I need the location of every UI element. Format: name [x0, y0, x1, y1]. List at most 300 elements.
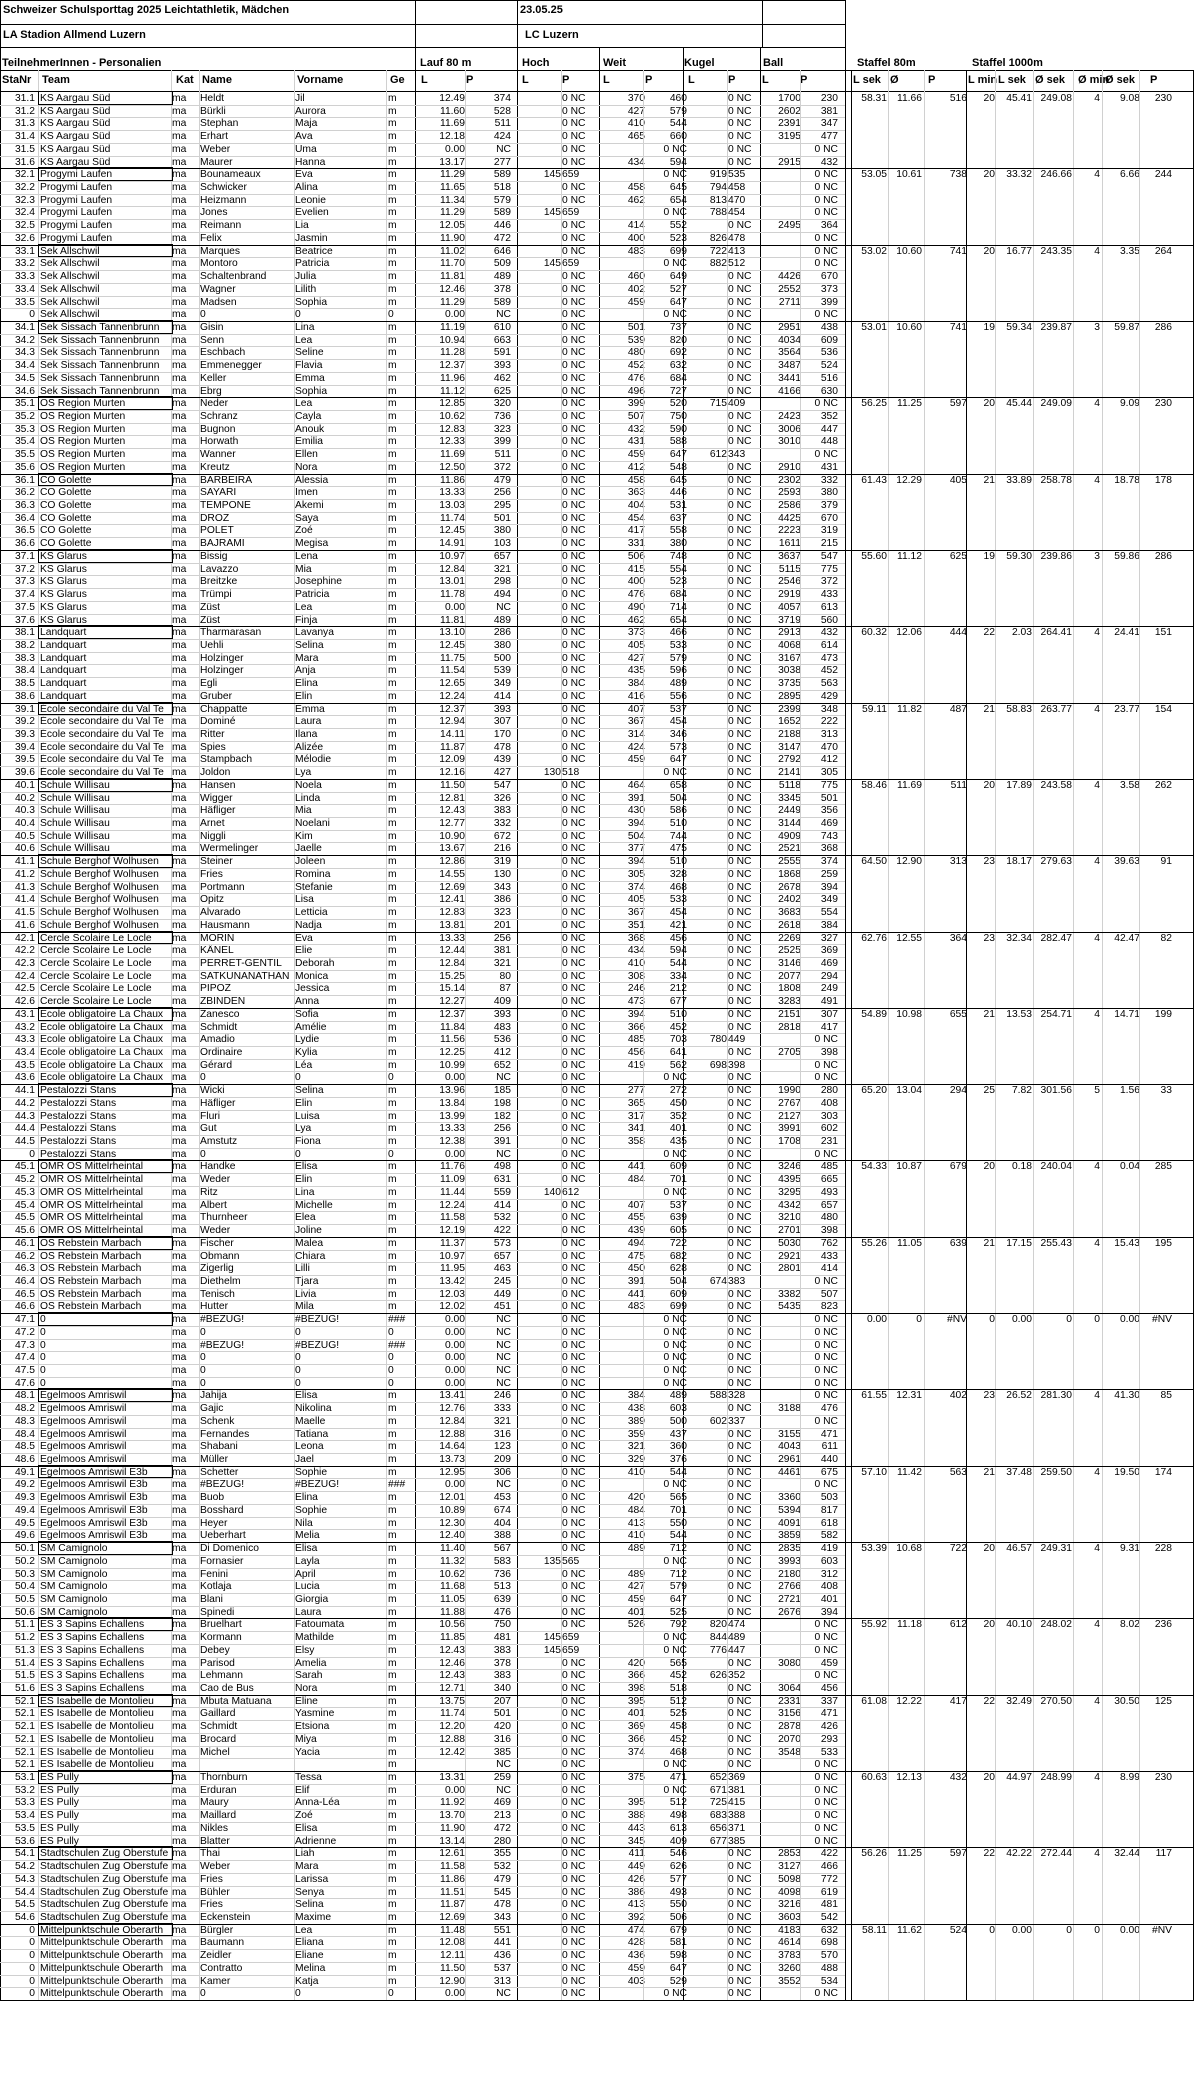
table-cell: 2676 [778, 1606, 801, 1618]
table-cell: 15.14 [439, 983, 465, 995]
table-cell: Sofia [295, 1008, 319, 1020]
table-cell: 37.2 [14, 563, 35, 575]
table-cell: 0 [40, 1314, 46, 1326]
table-cell: Flavia [295, 360, 323, 372]
team-box [38, 1159, 173, 1173]
table-cell: 550 [669, 1899, 687, 1911]
table-cell: 0 NC [663, 1326, 687, 1338]
table-cell: 12.27 [439, 996, 465, 1008]
table-cell: 0 NC [562, 1441, 586, 1453]
relay-cell: 249.09 [1040, 398, 1072, 410]
relay-cell: 272.44 [1040, 1848, 1072, 1860]
table-cell: 0 NC [728, 589, 752, 601]
table-cell: ma [172, 665, 187, 677]
table-cell: SM Camignolo [40, 1568, 108, 1580]
table-cell: ma [172, 271, 187, 283]
table-cell: 0 NC [663, 309, 687, 321]
table-cell: ma [172, 449, 187, 461]
table-cell: 381 [493, 945, 511, 957]
table-cell: #BEZUG! [200, 1314, 245, 1326]
table-cell: m [388, 1581, 397, 1593]
relay-cell: 11.69 [896, 779, 922, 791]
table-cell: 420 [493, 1721, 511, 1733]
table-cell: 374 [820, 856, 838, 868]
table-cell: KS Aargau Süd [40, 105, 111, 117]
table-cell: ma [172, 614, 187, 626]
table-cell: Egelmoos Amriswil E3b [40, 1504, 148, 1516]
table-cell: Amelia [295, 1657, 327, 1669]
table-cell: Egelmoos Amriswil [40, 1403, 127, 1415]
table-cell: 39.3 [14, 729, 35, 740]
table-cell: m [388, 423, 397, 435]
table-cell: 11.68 [439, 1581, 465, 1593]
table-cell: 823 [820, 1301, 838, 1313]
table-cell: ma [172, 538, 187, 550]
table-cell: ma [172, 779, 187, 791]
table-cell: 383 [728, 1275, 746, 1287]
table-cell: 414 [493, 690, 511, 702]
table-cell: 41.3 [14, 881, 35, 893]
table-cell: m [388, 245, 397, 257]
table-cell: 698 [709, 1059, 727, 1071]
table-cell: ma [172, 321, 187, 333]
table-cell: 395 [627, 1797, 645, 1809]
table-cell: OS Rebstein Marbach [40, 1288, 142, 1300]
table-cell: 0 NC [562, 1479, 586, 1491]
table-cell: 53.6 [14, 1835, 35, 1847]
relay-cell: 405 [949, 474, 967, 486]
table-cell: 3859 [778, 1530, 801, 1542]
table-cell: 544 [669, 1530, 687, 1542]
table-cell: Julia [295, 271, 317, 283]
table-cell: 3637 [778, 550, 801, 562]
table-cell: 4342 [778, 1199, 801, 1211]
table-cell: 13.73 [439, 1454, 465, 1466]
relay-cell: 11.82 [896, 703, 922, 715]
table-cell: 409 [728, 398, 746, 410]
table-cell: 659 [562, 207, 580, 219]
table-cell: CO Golette [40, 538, 92, 550]
table-cell: 1700 [778, 93, 801, 104]
table-cell: 40.5 [14, 830, 35, 842]
table-cell: 3167 [778, 652, 801, 664]
table-cell: 0 NC [814, 1275, 838, 1287]
table-cell: 12.76 [439, 1403, 465, 1415]
table-cell: 385 [493, 1746, 511, 1758]
table-cell: 0 NC [562, 131, 586, 143]
relay-cell: 59.86 [1114, 550, 1140, 562]
table-cell: 2331 [778, 1695, 801, 1707]
relay-cell: 417 [949, 1695, 967, 1707]
table-cell: Amélie [295, 1021, 327, 1033]
table-cell: KS Glarus [40, 550, 87, 562]
table-cell: 2961 [778, 1454, 801, 1466]
table-cell: 0.00 [444, 1326, 465, 1338]
relay-cell: 59.34 [1006, 321, 1032, 333]
table-cell: 501 [493, 512, 511, 524]
table-cell: 377 [627, 843, 645, 855]
table-cell: m [388, 1492, 397, 1504]
table-cell: 0 NC [728, 1428, 752, 1440]
table-cell: 480 [627, 347, 645, 359]
table-cell: Hausmann [200, 919, 250, 931]
relay-cell: 243.35 [1040, 245, 1072, 257]
table-cell: Kylia [295, 1047, 318, 1058]
table-cell: 54.6 [14, 1911, 35, 1923]
table-cell: 43.5 [14, 1059, 35, 1071]
table-cell: 794 [709, 182, 727, 194]
table-cell: ma [172, 1454, 187, 1466]
table-cell: 3080 [778, 1657, 801, 1669]
table-cell: 618 [820, 1517, 838, 1529]
table-cell: 0 NC [814, 258, 838, 270]
table-cell: Egelmoos Amriswil E3b [40, 1466, 148, 1478]
table-cell: 0 NC [562, 754, 586, 766]
table-cell: ma [172, 1975, 187, 1987]
table-cell: m [388, 385, 397, 397]
table-cell: 0 NC [728, 271, 752, 283]
table-cell: 0 NC [728, 1504, 752, 1516]
table-cell: NC [496, 1072, 511, 1084]
table-cell: Saya [295, 512, 319, 524]
table-cell: Ava [295, 131, 313, 143]
table-cell: 48.5 [14, 1441, 35, 1453]
table-cell: ma [172, 1326, 187, 1338]
table-cell: 312 [820, 1568, 838, 1580]
table-cell: 12.08 [439, 1937, 465, 1949]
table-cell: 44.2 [14, 1097, 35, 1109]
table-cell: 135 [543, 1555, 561, 1567]
table-cell: ma [172, 1377, 187, 1389]
table-cell: 0 [200, 1365, 206, 1376]
table-cell: 0 NC [562, 614, 586, 626]
table-cell: 0 NC [728, 93, 752, 104]
table-cell: 672 [493, 830, 511, 842]
table-cell: 45.2 [14, 1174, 35, 1186]
table-cell: Fluri [200, 1110, 221, 1122]
table-cell: 0 NC [728, 1950, 752, 1962]
table-cell: 145 [543, 169, 561, 181]
table-cell: Baumann [200, 1937, 245, 1949]
table-cell: 295 [493, 500, 511, 512]
table-cell: Egelmoos Amriswil E3b [40, 1492, 148, 1504]
table-cell: 0 NC [562, 321, 586, 333]
table-cell: Sek Sissach Tannenbrunn [40, 372, 160, 384]
table-cell: 0 NC [728, 1911, 752, 1923]
table-cell: 0 NC [814, 1326, 838, 1338]
table-cell: 0 NC [814, 1059, 838, 1071]
table-cell: 491 [820, 996, 838, 1008]
team-box [38, 1617, 173, 1631]
table-cell: 32.5 [14, 220, 35, 232]
table-cell: 0 [40, 1326, 46, 1338]
table-cell: ma [172, 894, 187, 906]
table-cell: 0 NC [562, 1403, 586, 1415]
table-cell: Patricia [295, 589, 330, 601]
table-cell: Progymi Laufen [40, 169, 113, 181]
table-cell: ma [172, 1644, 187, 1656]
table-cell: 0.00 [444, 601, 465, 613]
table-cell: m [388, 372, 397, 384]
relay-cell: 11.62 [896, 1924, 922, 1936]
table-cell: 313 [820, 729, 838, 740]
table-cell: ma [172, 983, 187, 995]
table-cell: 53.2 [14, 1784, 35, 1796]
relay-cell: 61.55 [861, 1390, 887, 1402]
table-cell: 435 [669, 1136, 687, 1148]
column-header: P [466, 74, 474, 86]
table-cell: 0 NC [562, 1059, 586, 1071]
table-cell: 12.45 [439, 525, 465, 537]
table-cell: Yasmine [295, 1708, 335, 1720]
table-cell: m [388, 589, 397, 601]
table-cell: OS Region Murten [40, 461, 126, 473]
table-cell: 12.71 [439, 1683, 465, 1694]
table-cell: ma [172, 1683, 187, 1694]
table-cell: ma [172, 1301, 187, 1313]
table-cell: 51.5 [14, 1670, 35, 1682]
table-cell: Häfliger [200, 1097, 236, 1109]
table-cell: 12.45 [439, 639, 465, 651]
table-cell: 532 [493, 1212, 511, 1224]
table-cell: ma [172, 461, 187, 473]
relay-column-header: Ø [890, 74, 899, 86]
table-cell: ma [172, 525, 187, 537]
table-cell: Ilana [295, 729, 318, 740]
table-cell: 613 [669, 1822, 687, 1834]
table-cell: Handke [200, 1161, 236, 1173]
table-cell: m [388, 258, 397, 270]
table-cell: Schaltenbrand [200, 271, 267, 283]
table-cell: Sek Sissach Tannenbrunn [40, 321, 160, 333]
table-cell: 3683 [778, 907, 801, 919]
table-cell: 0 NC [728, 1199, 752, 1211]
table-cell: 427 [493, 767, 511, 779]
team-box [38, 1465, 173, 1479]
table-cell: 0 NC [814, 1339, 838, 1351]
table-cell: 0.00 [444, 1479, 465, 1491]
table-cell: OMR OS Mittelrheintal [40, 1199, 143, 1211]
table-cell: Kotlaja [200, 1581, 232, 1593]
table-cell: 775 [820, 563, 838, 575]
table-cell: 0 NC [728, 639, 752, 651]
table-cell: 488 [820, 1962, 838, 1974]
table-cell: m [388, 347, 397, 359]
table-cell: 500 [669, 1415, 687, 1427]
table-cell: 560 [820, 614, 838, 626]
table-cell: 51.6 [14, 1683, 35, 1694]
table-cell: 11.02 [439, 245, 465, 257]
table-cell: 675 [820, 1466, 838, 1478]
table-cell: 0 NC [814, 143, 838, 155]
relay-cell: 4 [1094, 627, 1100, 639]
table-cell: NC [496, 1352, 511, 1364]
table-cell: m [388, 1161, 397, 1173]
table-cell: DROZ [200, 512, 230, 524]
table-cell: ma [172, 1288, 187, 1300]
table-cell: 12.69 [439, 1911, 465, 1923]
table-cell: NC [496, 1377, 511, 1389]
table-cell: 496 [627, 385, 645, 397]
relay-cell: 19 [983, 550, 995, 562]
table-cell: 343 [493, 1911, 511, 1923]
table-cell: Progymi Laufen [40, 220, 113, 232]
table-cell: 2151 [778, 1008, 801, 1020]
table-cell: 582 [820, 1530, 838, 1542]
table-cell: Sarah [295, 1670, 323, 1682]
relay-cell: 264.41 [1040, 627, 1072, 639]
table-cell: 54.3 [14, 1873, 35, 1885]
table-cell: 826 [709, 232, 727, 244]
table-cell: 452 [820, 665, 838, 677]
table-cell: 35.1 [14, 398, 35, 410]
table-cell: 352 [669, 1110, 687, 1122]
table-cell: Arnet [200, 818, 225, 830]
table-cell: 35.3 [14, 423, 35, 435]
table-cell: 3345 [778, 792, 801, 804]
table-cell: Nikolina [295, 1403, 332, 1415]
relay-cell: 0.00 [1011, 1924, 1032, 1936]
table-cell: 45.6 [14, 1225, 35, 1237]
table-cell: 389 [627, 1415, 645, 1427]
table-cell: 471 [669, 1772, 687, 1784]
table-cell: 501 [820, 792, 838, 804]
relay-cell: 61.43 [861, 474, 887, 486]
table-cell: 2555 [778, 856, 801, 868]
table-cell: 0 NC [562, 945, 586, 957]
table-cell: 3006 [778, 423, 801, 435]
table-cell: Landquart [40, 652, 87, 664]
relay-cell: 4 [1094, 856, 1100, 868]
relay-cell: 21 [983, 1466, 995, 1478]
table-cell: OS Region Murten [40, 423, 126, 435]
table-cell: 0 NC [562, 1988, 586, 2000]
table-cell: 317 [627, 1110, 645, 1122]
table-cell: POLET [200, 525, 234, 537]
table-cell: 2766 [778, 1581, 801, 1593]
table-cell: 346 [669, 729, 687, 740]
table-cell: 215 [820, 538, 838, 550]
table-cell: 246 [493, 1390, 511, 1402]
table-cell: 34.2 [14, 334, 35, 346]
table-cell: 475 [627, 1250, 645, 1262]
table-cell: 489 [669, 1390, 687, 1402]
table-cell: 3603 [778, 1911, 801, 1923]
relay-cell: 21 [983, 1008, 995, 1020]
table-cell: 1868 [778, 868, 801, 880]
table-cell: 460 [669, 93, 687, 104]
table-cell: 0 NC [728, 1695, 752, 1707]
table-cell: ma [172, 996, 187, 1008]
table-cell: Sek Sissach Tannenbrunn [40, 385, 160, 397]
table-cell: 0 NC [728, 1174, 752, 1186]
table-cell: Pestalozzi Stans [40, 1148, 117, 1160]
table-cell: ma [172, 754, 187, 766]
table-cell: m [388, 1415, 397, 1427]
table-cell: Lea [295, 334, 313, 346]
table-cell: 419 [627, 1059, 645, 1071]
table-cell: m [388, 1924, 397, 1936]
team-box [38, 1541, 173, 1555]
table-cell: 0 NC [728, 1861, 752, 1873]
relay-cell: 20 [983, 779, 995, 791]
table-cell: 36.5 [14, 525, 35, 537]
table-cell: 398 [728, 1059, 746, 1071]
table-cell: 454 [728, 207, 746, 219]
table-cell: 844 [709, 1632, 727, 1644]
relay-cell: 313 [949, 856, 967, 868]
table-cell: 565 [669, 1492, 687, 1504]
table-cell: 12.37 [439, 703, 465, 715]
table-cell: 472 [493, 1822, 511, 1834]
table-cell: ma [172, 1772, 187, 1784]
table-cell: 14.64 [439, 1441, 465, 1453]
table-cell: 246 [627, 983, 645, 995]
relay-cell: 12.22 [896, 1695, 922, 1707]
relay-cell: 249.08 [1040, 93, 1072, 104]
table-cell: ES Isabelle de Montolieu [40, 1746, 154, 1758]
table-cell: Zeidler [200, 1950, 232, 1962]
table-cell: 0 NC [728, 1136, 752, 1148]
table-cell: Selina [295, 1085, 324, 1097]
table-cell: 352 [820, 411, 838, 422]
table-cell: Landquart [40, 678, 87, 690]
table-cell: 446 [493, 220, 511, 232]
table-cell: 0 NC [728, 1568, 752, 1580]
table-cell: Patricia [295, 258, 330, 270]
table-cell: 12.30 [439, 1517, 465, 1529]
table-cell: ma [172, 1695, 187, 1707]
relay-cell: 246.66 [1040, 169, 1072, 181]
table-cell: m [388, 932, 397, 944]
table-cell: 46.2 [14, 1250, 35, 1262]
table-cell: Sophie [295, 1504, 328, 1516]
table-cell: 307 [820, 1008, 838, 1020]
relay-cell: 487 [949, 703, 967, 715]
table-cell: 0 NC [562, 1708, 586, 1720]
table-cell: m [388, 182, 397, 194]
relay-cell: 0 [916, 1314, 922, 1326]
table-cell: m [388, 1721, 397, 1733]
table-cell: 0.00 [444, 1377, 465, 1389]
table-cell: 0 NC [728, 1759, 752, 1771]
table-cell: Tjara [295, 1275, 319, 1287]
table-cell: Cercle Scolaire Le Locle [40, 983, 152, 995]
table-cell: PIPOZ [200, 983, 231, 995]
table-cell: ES 3 Sapins Echallens [40, 1657, 145, 1669]
table-cell: 40.6 [14, 843, 35, 855]
table-cell: Zoé [295, 1810, 313, 1822]
table-cell: 372 [820, 576, 838, 588]
table-cell: Thornburn [200, 1772, 248, 1784]
table-cell: CO Golette [40, 474, 92, 486]
table-cell: 378 [493, 1657, 511, 1669]
table-cell: 0 NC [562, 1466, 586, 1478]
table-cell: Egelmoos Amriswil E3b [40, 1530, 148, 1542]
table-cell: 657 [820, 1199, 838, 1211]
table-cell: Marques [200, 245, 241, 257]
table-cell: ma [172, 690, 187, 702]
table-cell: 47.3 [14, 1339, 35, 1351]
table-cell: m [388, 487, 397, 499]
table-cell: 12.49 [439, 93, 465, 104]
table-cell: Amstutz [200, 1136, 238, 1148]
table-cell: m [388, 1593, 397, 1605]
table-cell: 510 [669, 818, 687, 830]
table-cell: 0 NC [562, 1034, 586, 1046]
table-cell: 504 [627, 830, 645, 842]
table-cell: 0 NC [562, 1097, 586, 1109]
